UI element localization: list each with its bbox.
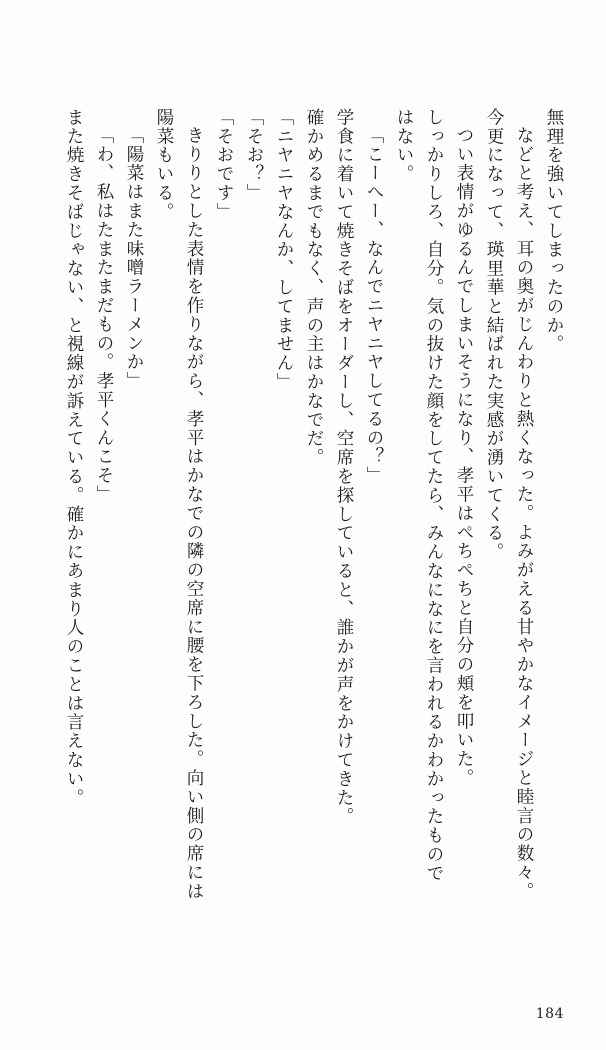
- body-text-block: [44, 108, 562, 948]
- text-line: きりりとした表情を作りながら、孝平はかなでの隣の空席に腰を下ろした。向い側の席には: [184, 126, 204, 901]
- text-line: 「わ、私はたまたまだもの。孝平くんこそ」: [94, 126, 114, 504]
- text-line: しっかりしろ、自分。気の抜けた顔をしてたら、みんなになにを言われるかわかったもので: [424, 108, 444, 883]
- text-line: 「ニヤニヤなんか、してません」: [274, 108, 294, 392]
- text-line: 「そおです」: [214, 108, 234, 222]
- text-line: などと考え、耳の奥がじんわりと熱くなった。よみがえる甘やかなイメージと睦言の数々。: [514, 126, 534, 901]
- text-line: 確かめるまでもなく、声の主はかなでだ。: [304, 108, 324, 468]
- text-line: 今更になって、瑛里華と結ばれた実感が湧いてくる。: [484, 108, 504, 562]
- text-line: はない。: [394, 108, 414, 184]
- text-line: 無理を強いてしまったのか。: [544, 108, 564, 354]
- text-line: つい表情がゆるんでしまいそうになり、孝平はぺちぺちと自分の頬を叩いた。: [454, 126, 474, 788]
- page-number: 184: [535, 1006, 564, 1022]
- text-line: また焼きそばじゃない、と視線が訴えている。確かにあまり人のことは言えない。: [64, 108, 84, 808]
- text-line: 「こーへー、なんでニヤニヤしてるの？」: [364, 126, 384, 486]
- text-line: 「そお？」: [244, 108, 264, 203]
- text-line: 「陽菜はまた味噌ラーメンか」: [124, 126, 144, 391]
- text-line: 学食に着いて焼きそばをオーダーし、空席を探していると、誰かが声をかけてきた。: [334, 108, 354, 827]
- text-line: 陽菜もいる。: [154, 108, 174, 222]
